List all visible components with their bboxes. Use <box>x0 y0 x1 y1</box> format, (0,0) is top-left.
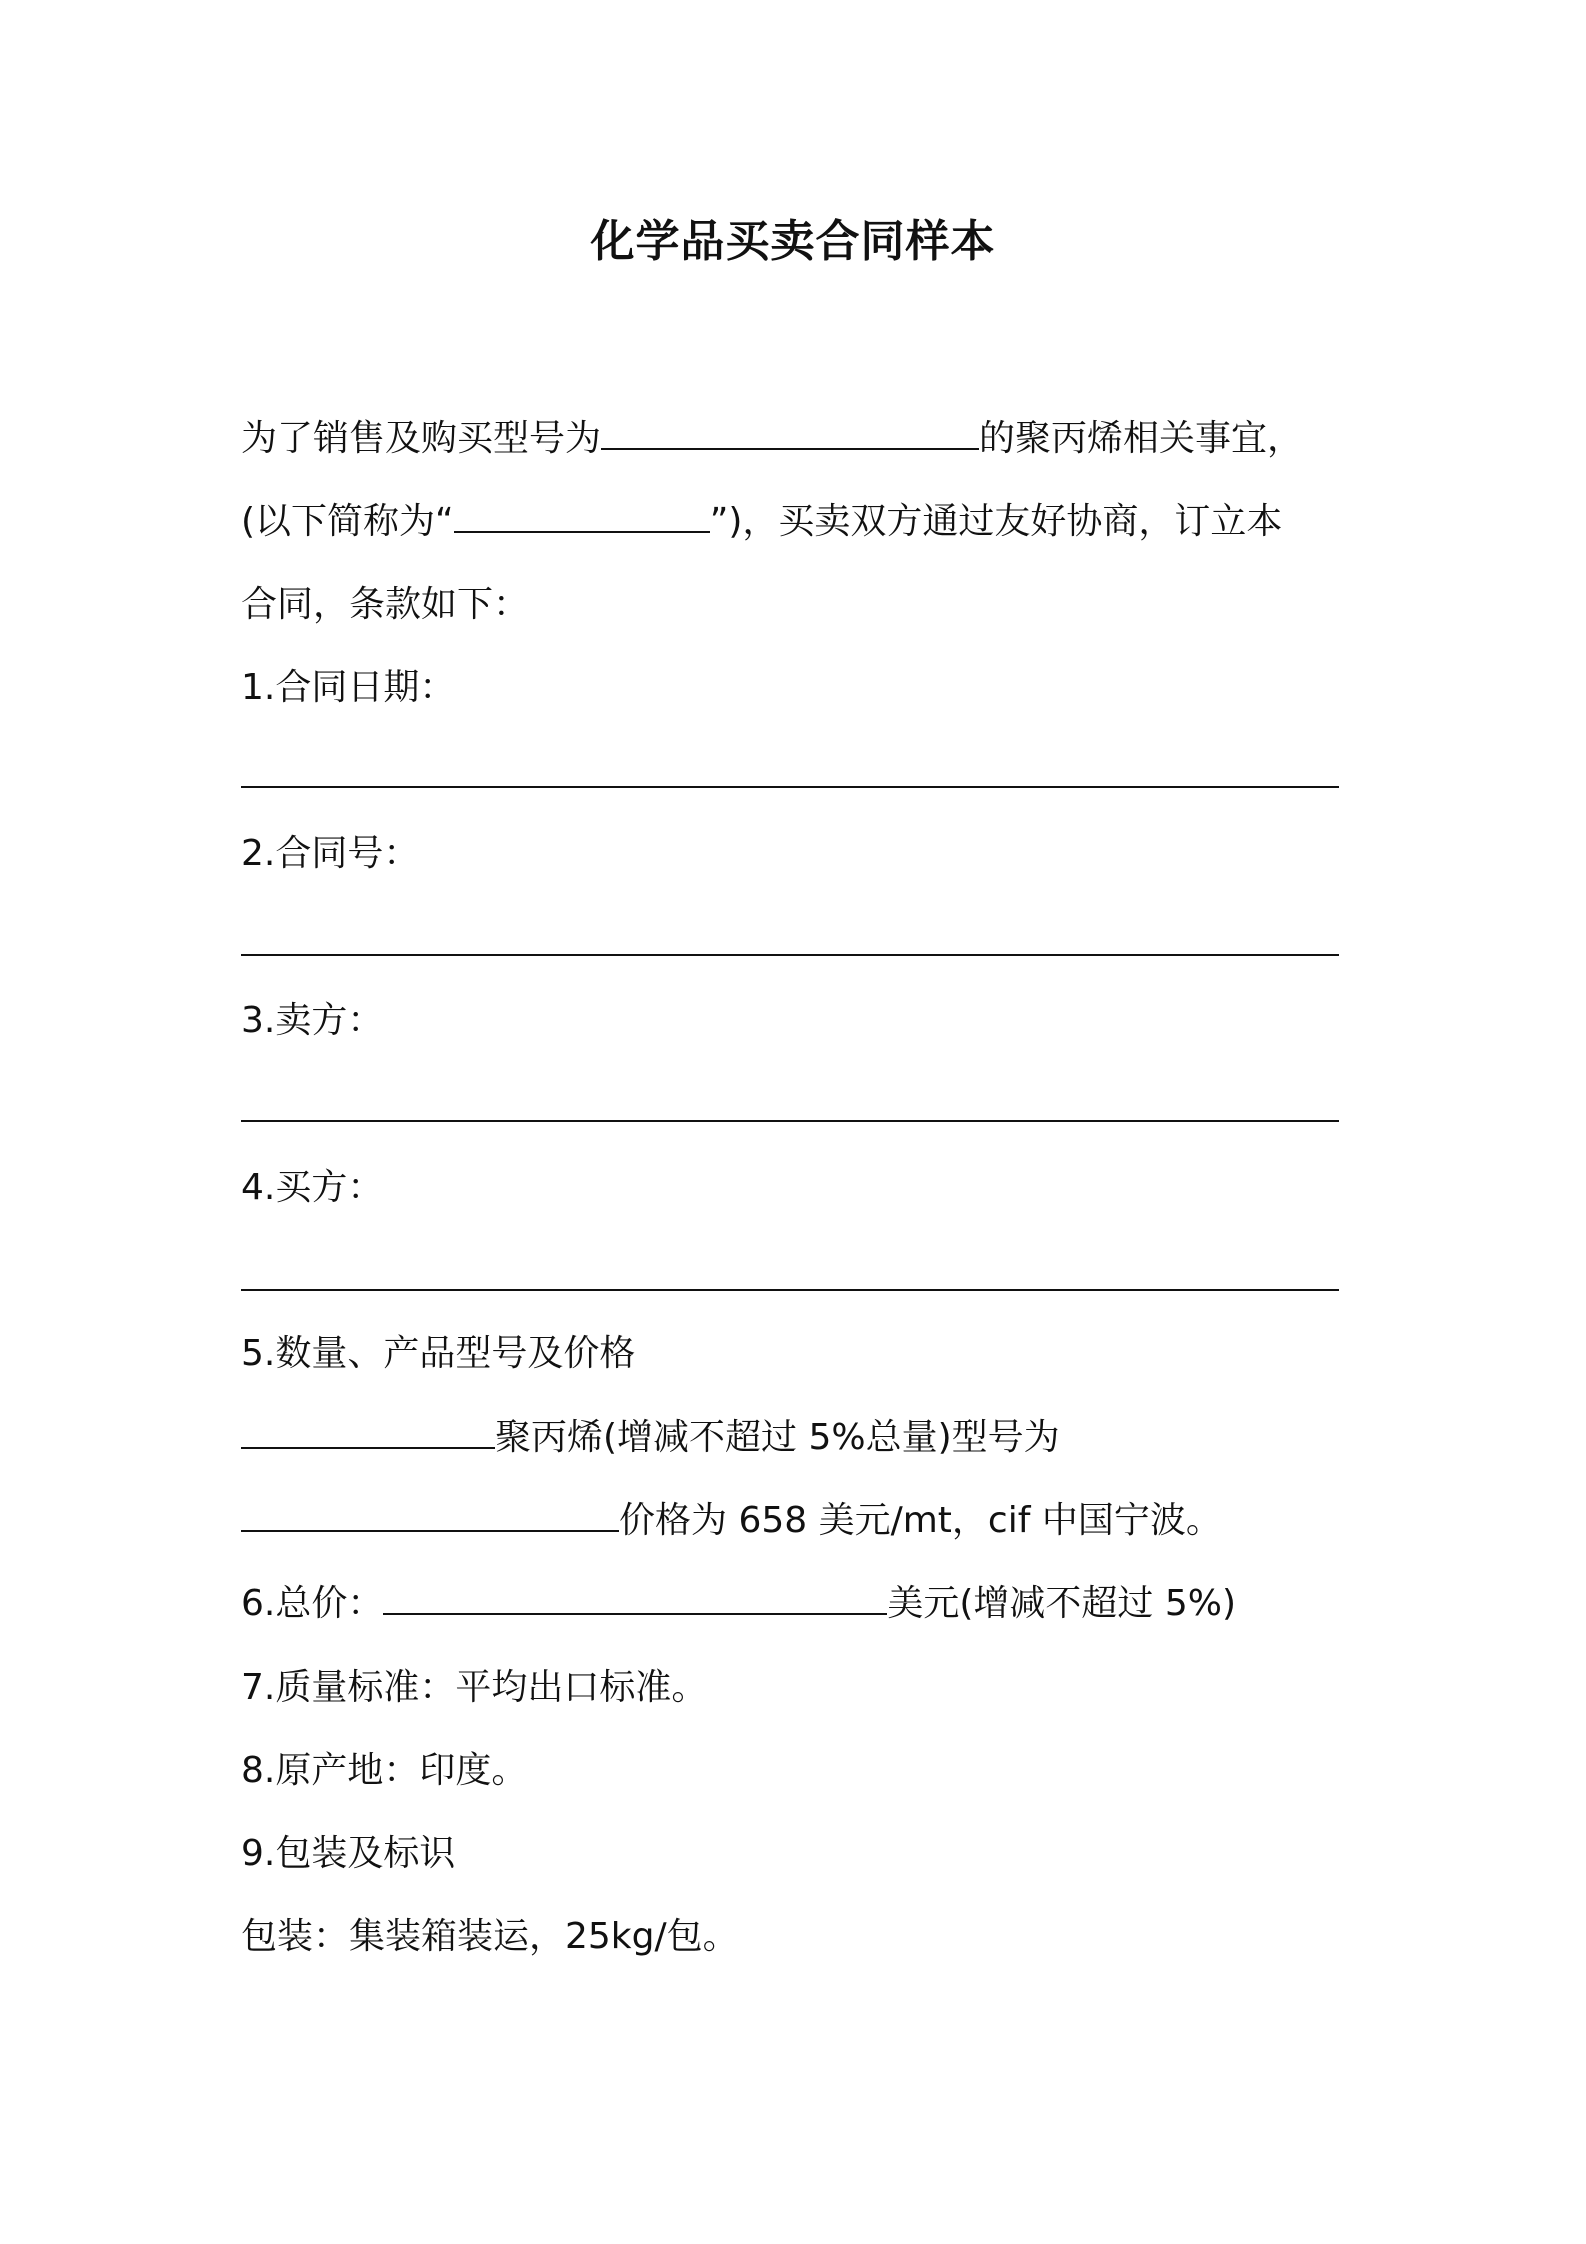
intro-line-1 <box>241 414 1303 464</box>
seller-blank-line[interactable] <box>241 1120 1339 1122</box>
clause-total-price <box>241 1579 1236 1629</box>
clause-buyer: 4.买方： <box>241 1167 384 1208</box>
clause-packing-marking: 9.包装及标识 <box>241 1833 456 1874</box>
document-title: 化学品买卖合同样本 <box>590 216 996 267</box>
model-blank[interactable] <box>241 1496 619 1532</box>
contract-date-blank-line[interactable] <box>241 786 1339 788</box>
packing-detail: 包装：集装箱装运，25kg/包。 <box>241 1916 739 1957</box>
clause-contract-number: 2.合同号： <box>241 833 420 874</box>
quantity-blank[interactable] <box>241 1413 495 1449</box>
model-number-blank[interactable] <box>601 414 979 450</box>
clause-origin: 8.原产地：印度。 <box>241 1750 528 1791</box>
intro-line-2-suffix: ”)，买卖双方通过友好协商，订立本 <box>709 501 1283 542</box>
price-line <box>241 1496 1222 1546</box>
clause-seller: 3.卖方： <box>241 1000 384 1041</box>
buyer-blank-line[interactable] <box>241 1289 1339 1291</box>
clause-contract-date: 1.合同日期： <box>241 667 456 708</box>
total-price-blank[interactable] <box>383 1579 887 1615</box>
intro-line-2 <box>241 497 1282 547</box>
clause-quantity-model-price: 5.数量、产品型号及价格 <box>241 1333 636 1374</box>
total-price-label: 6.总价： <box>241 1583 384 1624</box>
intro-line-3: 合同，条款如下： <box>241 584 530 625</box>
clause-quality-standard: 7.质量标准：平均出口标准。 <box>241 1667 708 1708</box>
intro-line-1-prefix: 为了销售及购买型号为 <box>241 418 602 459</box>
quantity-line-text: 聚丙烯(增减不超过 5%总量)型号为 <box>495 1417 1060 1458</box>
contract-number-blank-line[interactable] <box>241 954 1339 956</box>
short-name-blank[interactable] <box>454 497 710 533</box>
intro-line-2-prefix: (以下简称为“ <box>241 501 454 542</box>
price-line-text: 价格为 658 美元/mt，cif 中国宁波。 <box>619 1500 1222 1541</box>
total-price-suffix: 美元(增减不超过 5%) <box>887 1583 1237 1624</box>
intro-line-1-suffix: 的聚丙烯相关事宜， <box>979 418 1304 459</box>
quantity-line <box>241 1413 1060 1463</box>
